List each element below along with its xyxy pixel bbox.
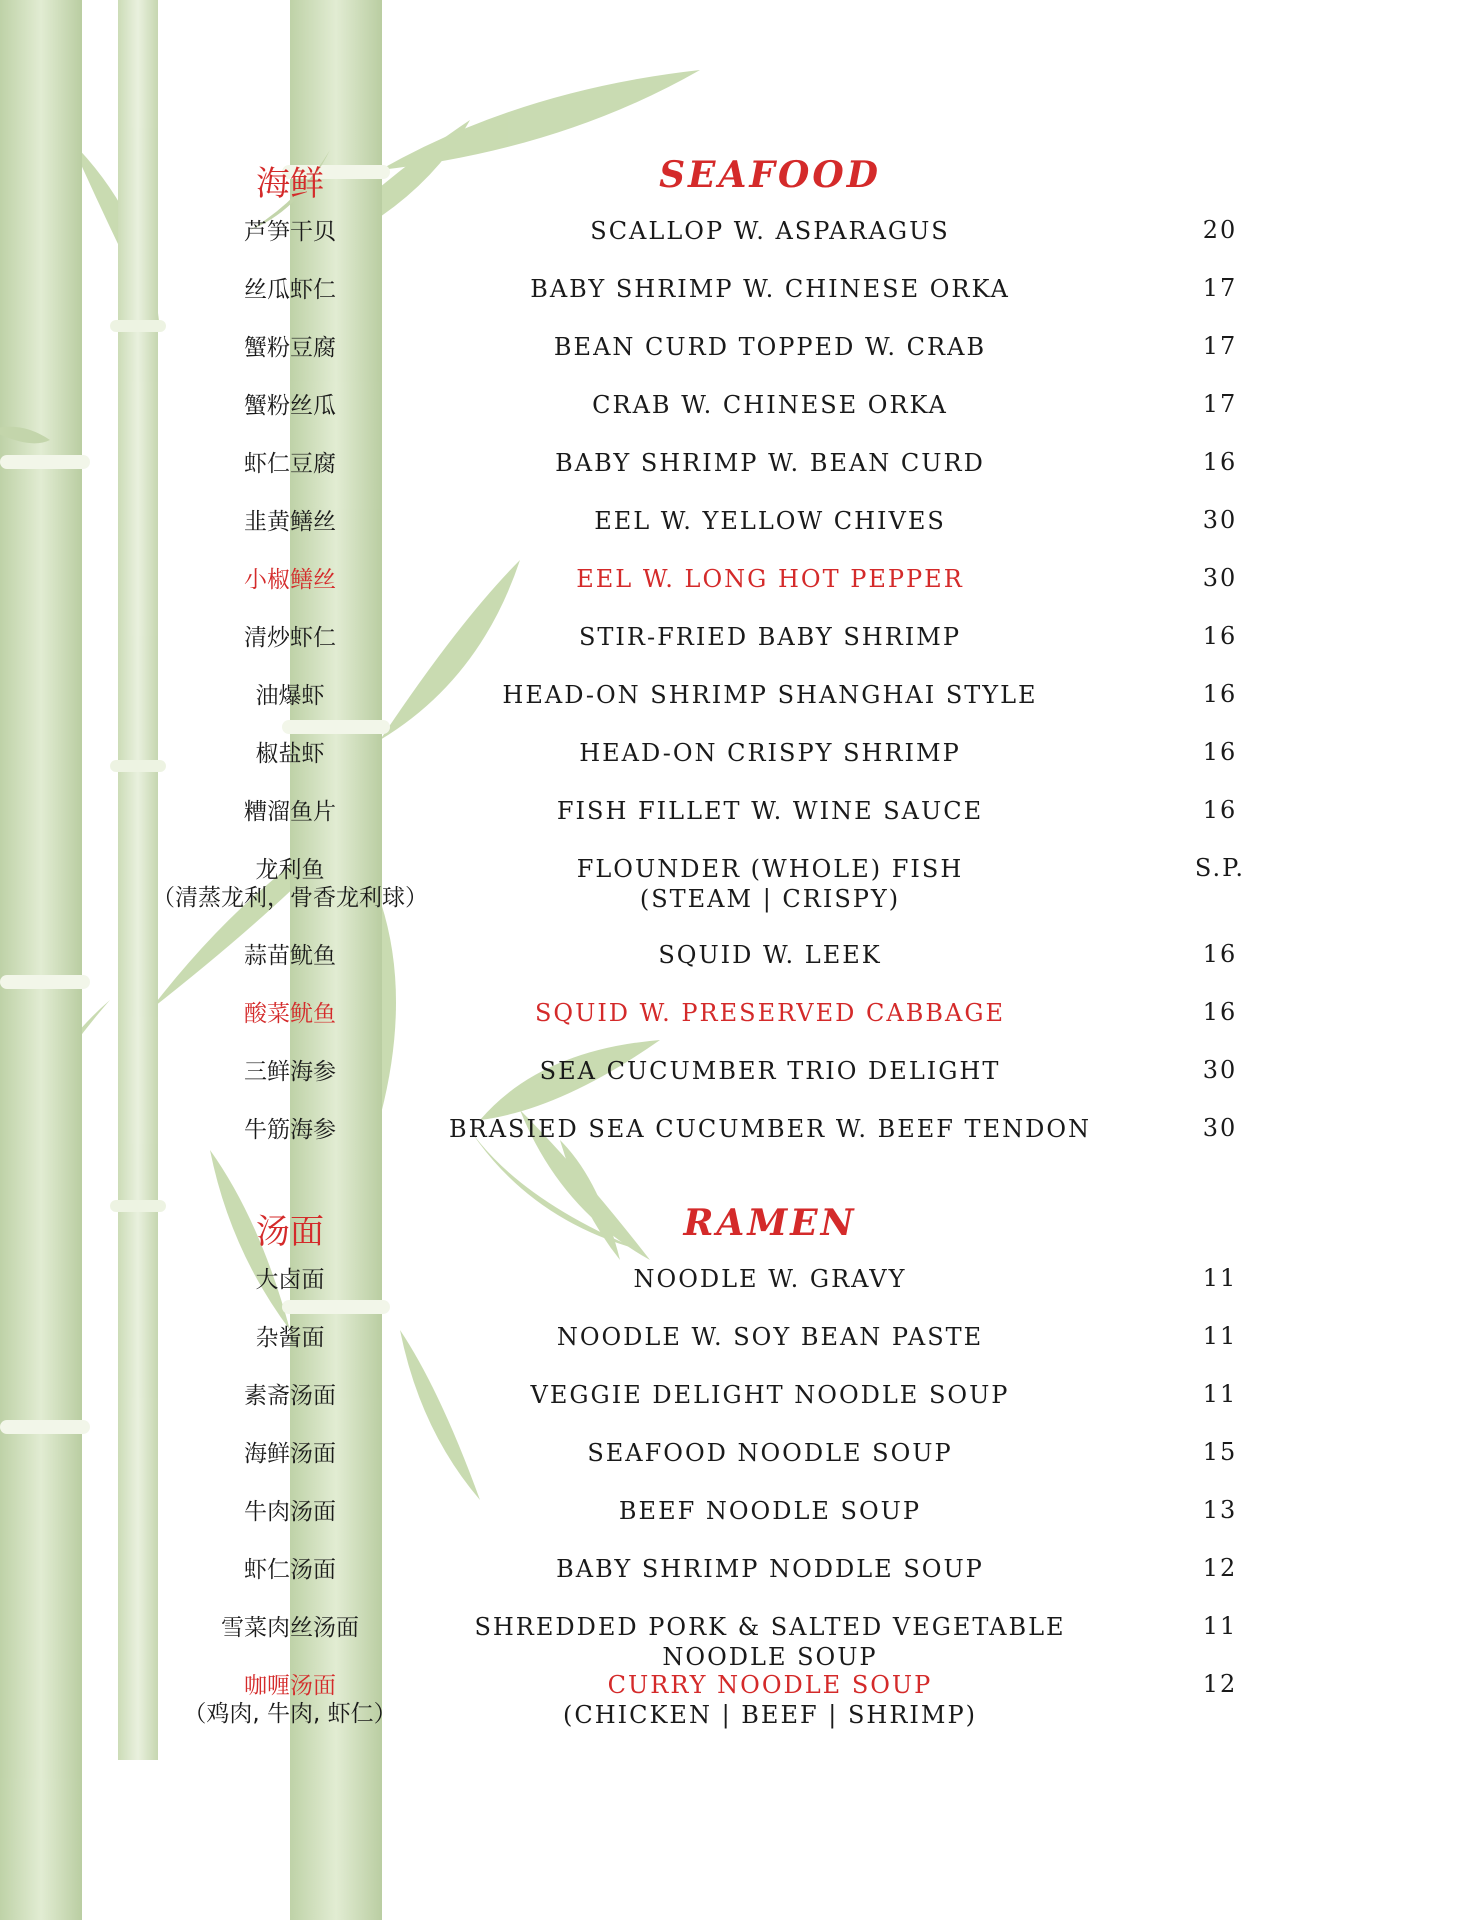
dish-price: S.P. [1194,854,1246,882]
dish-name-en: SQUID W. LEEK [658,941,882,969]
dish-name-en-block [410,854,1130,914]
dish-price: 16 [1202,998,1238,1026]
dish-name-en: BRASIED SEA CUCUMBER W. BEEF TENDON [448,1115,1091,1143]
menu-item [0,676,1483,734]
dish-name-cn: 牛肉汤面 [244,1499,336,1525]
dish-name-en: HEAD-ON SHRIMP SHANGHAI STYLE [502,681,1038,709]
dish-price: 16 [1202,448,1238,476]
dish-name-en: FLOUNDER (WHOLE) FISH [576,855,964,883]
dish-name-en: NOODLE W. GRAVY [633,1265,907,1293]
ramen-title-cn: 汤面 [256,1212,324,1252]
dish-name-cn: 油爆虾 [255,683,325,709]
seafood-header [0,152,1483,212]
dish-price: 16 [1202,796,1238,824]
dish-name-cn: 虾仁汤面 [244,1557,336,1583]
dish-name-cn: 清炒虾仁 [244,625,336,651]
dish-price: 15 [1202,1438,1238,1466]
dish-name-cn: 小椒鳝丝 [244,567,336,593]
dish-name-en-block [410,1670,1130,1730]
menu-item [0,444,1483,502]
dish-name-en: SHREDDED PORK & SALTED VEGETABLE NOODLE SOUP [474,1613,1066,1671]
menu-item [0,936,1483,994]
dish-name-cn: 大卤面 [255,1267,325,1293]
menu-item [0,1608,1483,1671]
dish-name-cn: 芦笋干贝 [244,219,336,245]
dish-name-en: BEAN CURD TOPPED W. CRAB [553,333,987,361]
dish-name-en: STIR-FRIED BABY SHRIMP [578,623,961,651]
dish-name-en: SEA CUCUMBER TRIO DELIGHT [539,1057,1001,1085]
seafood-title-cn: 海鲜 [256,164,324,204]
dish-name-cn-block [130,856,450,912]
menu-item-spicy [0,560,1483,618]
dish-name-cn: 蟹粉丝瓜 [244,393,336,419]
dish-name-en: VEGGIE DELIGHT NOODLE SOUP [530,1381,1010,1409]
dish-name-en: SQUID W. PRESERVED CABBAGE [534,999,1006,1027]
menu-item [0,1376,1483,1434]
dish-name-en: NOODLE W. SOY BEAN PASTE [556,1323,984,1351]
dish-options-cn: （清蒸龙利，骨香龙利球） [152,885,428,911]
ramen-section [0,1200,1483,1752]
dish-price: 30 [1202,1056,1238,1084]
dish-price: 30 [1202,1114,1238,1142]
dish-price: 12 [1202,1670,1238,1698]
dish-price: 11 [1202,1612,1238,1640]
menu-item-spicy [0,994,1483,1052]
seafood-section [0,152,1483,1168]
menu-item [0,1318,1483,1376]
dish-name-cn: 素斋汤面 [244,1383,336,1409]
dish-price: 17 [1202,332,1238,360]
dish-options-en: (STEAM | CRISPY) [639,885,901,913]
menu-item [0,1110,1483,1168]
dish-name-en: EEL W. LONG HOT PEPPER [576,565,964,593]
menu-item-spicy [0,1666,1483,1752]
dish-price: 30 [1202,506,1238,534]
menu-item [0,212,1483,270]
menu-item [0,792,1483,850]
dish-name-cn: 蒜苗鱿鱼 [244,943,336,969]
dish-name-en: BEEF NOODLE SOUP [618,1497,922,1525]
dish-name-en: HEAD-ON CRISPY SHRIMP [579,739,961,767]
dish-name-cn: 杂酱面 [255,1325,325,1351]
menu-item [0,850,1483,936]
menu-item [0,1260,1483,1318]
dish-price: 11 [1202,1322,1238,1350]
dish-name-cn: 咖喱汤面 [244,1673,336,1699]
dish-name-cn: 糟溜鱼片 [244,799,336,825]
dish-name-cn: 韭黄鳝丝 [244,509,336,535]
dish-price: 16 [1202,680,1238,708]
dish-options-en: (CHICKEN | BEEF | SHRIMP) [563,1701,977,1729]
dish-name-cn: 雪菜肉丝汤面 [221,1615,359,1641]
dish-price: 17 [1202,390,1238,418]
menu-item [0,1492,1483,1550]
dish-name-en: SEAFOOD NOODLE SOUP [587,1439,953,1467]
dish-price: 12 [1202,1554,1238,1582]
menu-item [0,270,1483,328]
dish-options-cn: （鸡肉, 牛肉, 虾仁） [183,1701,397,1727]
dish-name-cn: 虾仁豆腐 [244,451,336,477]
seafood-title-en: SEAFOOD [659,154,881,196]
dish-name-en: CRAB W. CHINESE ORKA [592,391,948,419]
dish-name-cn-block [130,1672,450,1728]
dish-name-cn: 丝瓜虾仁 [244,277,336,303]
dish-price: 16 [1202,738,1238,766]
dish-price: 16 [1202,622,1238,650]
dish-price: 17 [1202,274,1238,302]
dish-name-en: SCALLOP W. ASPARAGUS [590,217,950,245]
dish-name-en: EEL W. YELLOW CHIVES [594,507,946,535]
dish-name-en: BABY SHRIMP NODDLE SOUP [556,1555,984,1583]
menu-item [0,1052,1483,1110]
dish-price: 13 [1202,1496,1238,1524]
dish-name-cn: 海鲜汤面 [244,1441,336,1467]
menu-item [0,1434,1483,1492]
dish-name-cn: 酸菜鱿鱼 [244,1001,336,1027]
dish-name-cn: 牛筋海参 [244,1117,336,1143]
dish-name-cn: 蟹粉豆腐 [244,335,336,361]
dish-name-en: BABY SHRIMP W. CHINESE ORKA [530,275,1010,303]
dish-price: 20 [1202,216,1238,244]
dish-name-cn: 椒盐虾 [255,741,325,767]
dish-price: 16 [1202,940,1238,968]
dish-name-cn: 龙利鱼 [255,857,325,883]
dish-name-en: BABY SHRIMP W. BEAN CURD [555,449,985,477]
menu-item [0,1550,1483,1608]
ramen-header [0,1200,1483,1260]
ramen-title-en: RAMEN [683,1202,857,1244]
menu-item [0,502,1483,560]
dish-name-en: FISH FILLET W. WINE SAUCE [556,797,984,825]
dish-name-cn: 三鲜海参 [244,1059,336,1085]
menu-item [0,734,1483,792]
dish-name-en: CURRY NOODLE SOUP [607,1671,933,1699]
menu-item [0,328,1483,386]
menu-item [0,386,1483,444]
dish-price: 11 [1202,1380,1238,1408]
menu-item [0,618,1483,676]
dish-price: 30 [1202,564,1238,592]
dish-price: 11 [1202,1264,1238,1292]
